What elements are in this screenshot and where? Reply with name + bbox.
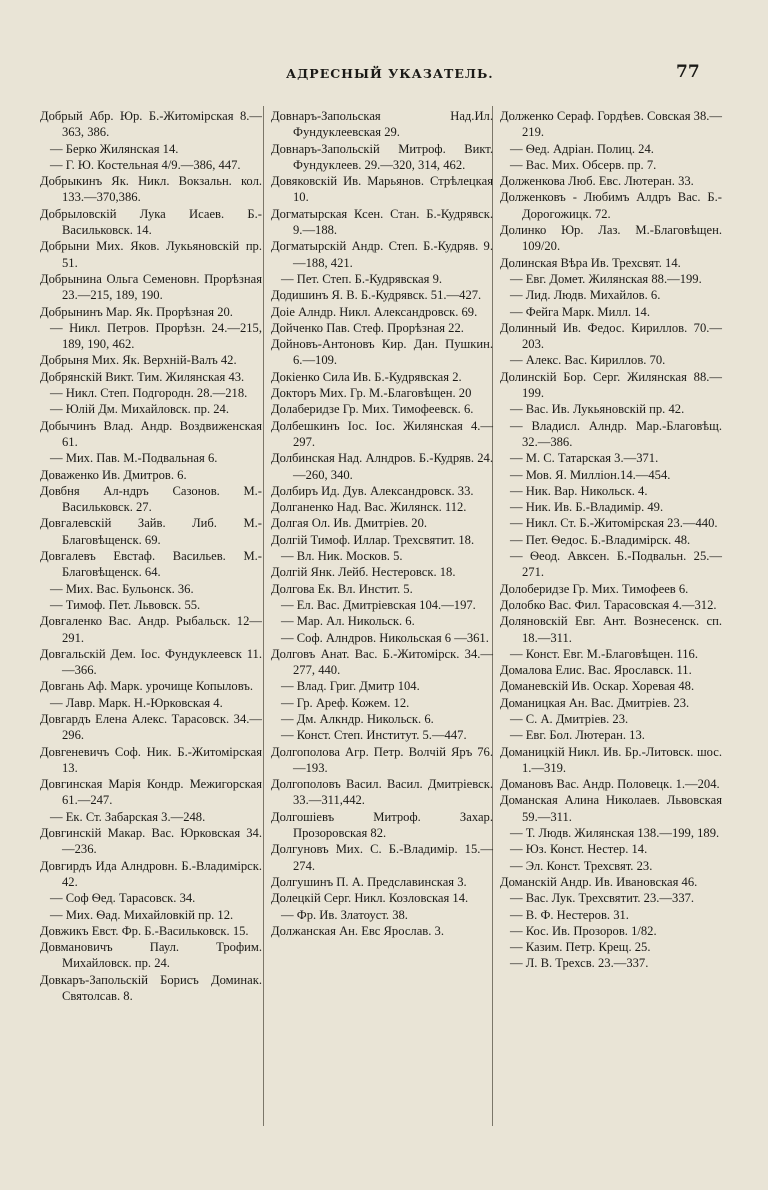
directory-entry: Довяковскій Ив. Марьянов. Стрѣлецкая 10. — [271, 174, 493, 205]
directory-entry: — Мих. Пав. М.-Подвальная 6. — [50, 451, 218, 466]
directory-entry: Долинскій Бор. Серг. Жилянская 88.—199. — [500, 369, 722, 401]
directory-entry: Довгаленко Вас. Андр. Рыбальск. 12—291. — [40, 614, 262, 645]
page-title: АДРЕСНЫЙ УКАЗАТЕЛЬ. — [286, 66, 494, 81]
directory-entry: — Ѳеод. Авксен. Б.-Подвальн. 25.—271. — [510, 549, 722, 580]
directory-entry: Довгардъ Елена Алекс. Тарасовск. 34.—296. — [40, 711, 262, 743]
directory-entry: Довмановичъ Паул. Трофим. Михайловск. пр. 24. — [40, 940, 262, 971]
directory-entry: — Лид. Людв. Михайлов. 6. — [510, 288, 661, 303]
directory-entry: — Лавр. Марк. Н.-Юрковская 4. — [50, 695, 223, 710]
directory-entry: — Ник. Вар. Никольск. 4. — [510, 483, 648, 498]
directory-entry: Долговъ Анат. Вас. Б.-Житомірск. 34.—277, 440. — [271, 646, 493, 678]
directory-entry: Долгуновъ Мих. С. Б.-Владимір. 15.—274. — [271, 842, 493, 873]
directory-entry: Догматырская Ксен. Стан. Б.-Кудрявск. 9.—188. — [271, 206, 493, 238]
column-3 — [500, 108, 722, 972]
directory-entry: Доманицкій Никл. Ив. Бр.-Литовск. шос. 1.—319. — [500, 744, 722, 775]
directory-entry: — Мих. Вас. Бульонск. 36. — [50, 581, 194, 596]
directory-entry: Долинко Юр. Лаз. М.-Благовѣщен. 109/20. — [500, 223, 722, 254]
directory-entry: Добрынина Ольга Семеновн. Прорѣзная 23.—215, 189, 190. — [40, 271, 262, 303]
page-header — [0, 62, 768, 88]
directory-entry: — Юлій Дм. Михайловск. пр. 24. — [50, 402, 229, 417]
directory-entry: — Тимоф. Пет. Львовск. 55. — [50, 597, 201, 612]
directory-entry: Долгополовъ Васил. Васил. Дмитріевск. 33.—311,442. — [271, 777, 493, 808]
directory-entry: Долбиръ Ид. Дув. Александровск. 33. — [271, 483, 474, 498]
directory-entry: — Мар. Ал. Никольск. 6. — [281, 614, 415, 629]
directory-entry: — Пет. Степ. Б.-Кудрявская 9. — [281, 271, 443, 286]
directory-entry: Долбинская Над. Алндров. Б.-Кудряв. 24.—260, 340. — [271, 451, 493, 482]
directory-entry: Долгушинъ П. А. Предславинская 3. — [271, 874, 467, 889]
directory-entry: — Фр. Ив. Златоуст. 38. — [281, 907, 408, 922]
directory-entry: Долецкій Серг. Никл. Козловская 14. — [271, 891, 469, 906]
directory-entry: Долженковъ - Любимъ Алдръ Вас. Б.-Дорогожицк. 72. — [500, 190, 722, 221]
directory-entry: Довкаръ-Запольскій Борисъ Доминак. Святолсав. 8. — [40, 972, 262, 1004]
directory-entry: Долаберидзе Гр. Мих. Тимофеевск. 6. — [271, 402, 474, 417]
column-divider — [263, 106, 264, 1126]
directory-entry: — Пет. Ѳедос. Б.-Владимірск. 48. — [510, 532, 691, 547]
directory-entry: Добрыловскій Лука Исаев. Б.-Васильковск. 14. — [40, 206, 262, 238]
directory-entry: Довгеневичъ Соф. Ник. Б.-Житомірская 13. — [40, 744, 262, 775]
directory-entry: — Вл. Ник. Москов. 5. — [281, 549, 403, 564]
page-number: 77 — [676, 62, 700, 82]
directory-entry: Довгалевскій Зайв. Либ. М.-Благовѣщенск. 69. — [40, 516, 262, 547]
directory-entry: — М. С. Татарская 3.—371. — [510, 451, 659, 466]
directory-entry: Доляновскій Евг. Ант. Вознесенск. сп. 18.—311. — [500, 614, 722, 645]
column-1 — [40, 108, 262, 1004]
directory-entry: Довгальскій Дем. Іос. Фундуклеевск 11.—366. — [40, 646, 262, 678]
directory-entry: Долобко Вас. Фил. Тарасовская 4.—312. — [500, 597, 717, 612]
directory-entry: Добрыкинъ Як. Никл. Вокзальн. кол. 133.—370,386. — [40, 174, 262, 205]
directory-entry: Долгій Янк. Лейб. Нестеровск. 18. — [271, 565, 456, 580]
directory-entry: — Эл. Конст. Трехсвят. 23. — [510, 858, 653, 873]
directory-entry: — Никл. Петров. Прорѣзн. 24.—215, 189, 190, 462. — [50, 320, 262, 352]
directory-entry: — Ѳед. Адріан. Полиц. 24. — [510, 141, 654, 156]
directory-entry: — Юз. Конст. Нестер. 14. — [510, 842, 648, 857]
directory-entry: Довгань Аф. Марк. урочище Копыловъ. — [40, 679, 254, 694]
directory-entry: — Кос. Ив. Прозоров. 1/82. — [510, 923, 657, 938]
directory-entry: Доманскій Андр. Ив. Ивановская 46. — [500, 874, 698, 889]
directory-entry: — Алекс. Вас. Кириллов. 70. — [510, 353, 666, 368]
directory-entry: — Фейга Марк. Милл. 14. — [510, 304, 650, 319]
directory-entry: — Владисл. Алндр. Мар.-Благовѣщ. 32.—386. — [510, 418, 722, 449]
directory-entry: Добычинъ Влад. Андр. Воздвиженская 61. — [40, 418, 262, 449]
directory-entry: — Евг. Бол. Лютеран. 13. — [510, 728, 645, 743]
directory-entry: Долженкова Люб. Евс. Лютеран. 33. — [500, 174, 694, 189]
directory-entry: Долгій Тимоф. Иллар. Трехсвятит. 18. — [271, 532, 475, 547]
directory-entry: — Казим. Петр. Крещ. 25. — [510, 940, 651, 955]
directory-entry: Добрянскій Викт. Тим. Жилянская 43. — [40, 369, 245, 384]
directory-entry: Дойченко Пав. Стеф. Прорѣзная 22. — [271, 320, 464, 335]
directory-entry: — Ек. Ст. Забарская 3.—248. — [50, 809, 206, 824]
directory-entry: Домановъ Вас. Андр. Половецк. 1.—204. — [500, 777, 720, 792]
directory-entry: Домалова Елис. Вас. Ярославск. 11. — [500, 663, 692, 678]
directory-entry: — Ник. Ив. Б.-Владимір. 49. — [510, 500, 664, 515]
directory-entry: Довгинскій Макар. Вас. Юрковская 34.—236. — [40, 826, 262, 857]
directory-entry: Добрыня Мих. Як. Верхній-Валъ 42. — [40, 353, 237, 368]
directory-entry: Довнаръ-Запольская Над.Ил. Фундуклеевская 29. — [271, 109, 493, 140]
directory-entry: — Соф Ѳед. Тарасовск. 34. — [50, 891, 196, 906]
directory-entry: — Гр. Ареф. Кожем. 12. — [281, 695, 410, 710]
directory-entry: Доіе Алндр. Никл. Александровск. 69. — [271, 304, 478, 319]
directory-entry: — Конст. Евг. М.-Благовѣщен. 116. — [510, 646, 698, 661]
directory-entry: — Евг. Домет. Жилянская 88.—199. — [510, 271, 702, 286]
directory-entry: Доманевскій Ив. Оскар. Хоревая 48. — [500, 679, 695, 694]
directory-entry: — Т. Людв. Жилянская 138.—199, 189. — [510, 826, 720, 841]
directory-entry: Долганенко Над. Вас. Жилянск. 112. — [271, 500, 467, 515]
directory-entry: Долоберидзе Гр. Мих. Тимофеев 6. — [500, 581, 689, 596]
directory-entry: Доманицкая Ан. Вас. Дмитріев. 23. — [500, 695, 690, 710]
directory-entry: Довжикъ Евст. Фр. Б.-Васильковск. 15. — [40, 923, 249, 938]
directory-entry: Довгинская Марія Кондр. Межигорская 61.—247. — [40, 777, 262, 808]
directory-entry: — Никл. Ст. Б.-Житомірская 23.—440. — [510, 516, 718, 531]
directory-entry: — С. А. Дмитріев. 23. — [510, 711, 629, 726]
directory-entry: — Л. В. Трехсв. 23.—337. — [510, 956, 649, 971]
directory-entry: — В. Ф. Нестеров. 31. — [510, 907, 629, 922]
directory-entry: — Дм. Алкндр. Никольск. 6. — [281, 711, 434, 726]
directory-entry: Долбешкинъ Іос. Іос. Жилянская 4.—297. — [271, 418, 493, 449]
directory-entry: — Ел. Вас. Дмитріевская 104.—197. — [281, 597, 476, 612]
directory-entry: — Влад. Григ. Дмитр 104. — [281, 679, 420, 694]
directory-entry: — Вас. Мих. Обсерв. пр. 7. — [510, 157, 657, 172]
directory-entry: Довбня Ал-ндръ Сазонов. М.-Васильковск. 27. — [40, 483, 262, 515]
directory-entry: Долгошіевъ Митроф. Захар. Прозоровская 82. — [271, 809, 493, 841]
directory-entry: Догматырскій Андр. Степ. Б.-Кудряв. 9.—188, 421. — [271, 239, 493, 270]
directory-entry: Добрынинъ Мар. Як. Прорѣзная 20. — [40, 304, 233, 319]
directory-entry: Добрый Абр. Юр. Б.-Житомірская 8.—363, 386. — [40, 109, 262, 140]
directory-entry: Должанская Ан. Евс Ярослав. 3. — [271, 923, 444, 938]
directory-entry: — Никл. Степ. Подгородн. 28.—218. — [50, 386, 248, 401]
directory-entry: — Вас. Лук. Трехсвятит. 23.—337. — [510, 891, 695, 906]
directory-entry: Долгая Ол. Ив. Дмитріев. 20. — [271, 516, 428, 531]
directory-entry: — Конст. Степ. Институт. 5.—447. — [281, 728, 467, 743]
column-2 — [271, 108, 493, 939]
directory-entry: Долгополова Агр. Петр. Волчій Яръ 76.—193. — [271, 744, 493, 775]
directory-entry: Докторъ Мих. Гр. М.-Благовѣщен. 20 — [271, 386, 472, 401]
directory-entry: — Вас. Ив. Лукьяновскій пр. 42. — [510, 402, 685, 417]
directory-entry: — Мов. Я. Милліон.14.—454. — [510, 467, 671, 482]
directory-entry: Долинный Ив. Федос. Кириллов. 70.—203. — [500, 320, 722, 352]
directory-entry: Доваженко Ив. Дмитров. 6. — [40, 467, 187, 482]
directory-entry: Довгирдъ Ида Алндровн. Б.-Владимірск. 42. — [40, 858, 262, 889]
directory-entry: Добрыни Мих. Яков. Лукьяновскій пр. 51. — [40, 239, 262, 270]
directory-entry: Дойновъ-Антоновъ Кир. Дан. Пушкин. 6.—109. — [271, 337, 493, 368]
directory-entry: Доманская Алина Николаев. Львовская 59.—311. — [500, 793, 722, 824]
directory-entry: — Берко Жилянская 14. — [50, 141, 179, 156]
directory-entry: — Соф. Алндров. Никольская 6 —361. — [281, 630, 489, 645]
directory-entry: — Г. Ю. Костельная 4/9.—386, 447. — [50, 157, 241, 172]
directory-entry: Довгалевъ Евстаф. Васильев. М.-Благовѣщенск. 64. — [40, 549, 262, 580]
directory-entry: Докіенко Сила Ив. Б.-Кудрявская 2. — [271, 369, 462, 384]
directory-entry: — Мих. Ѳад. Михайловкій пр. 12. — [50, 907, 234, 922]
directory-entry: Долженко Сераф. Гордѣев. Совская 38.—219. — [500, 109, 722, 140]
directory-entry: Долинская Вѣра Ив. Трехсвят. 14. — [500, 255, 681, 270]
directory-entry: Додишинъ Я. В. Б.-Кудрявск. 51.—427. — [271, 288, 482, 303]
directory-entry: Долгова Ек. Вл. Инстит. 5. — [271, 581, 413, 596]
directory-entry: Довнаръ-Запольскій Митроф. Викт. Фундуклеев. 29.—320, 314, 462. — [271, 141, 493, 172]
